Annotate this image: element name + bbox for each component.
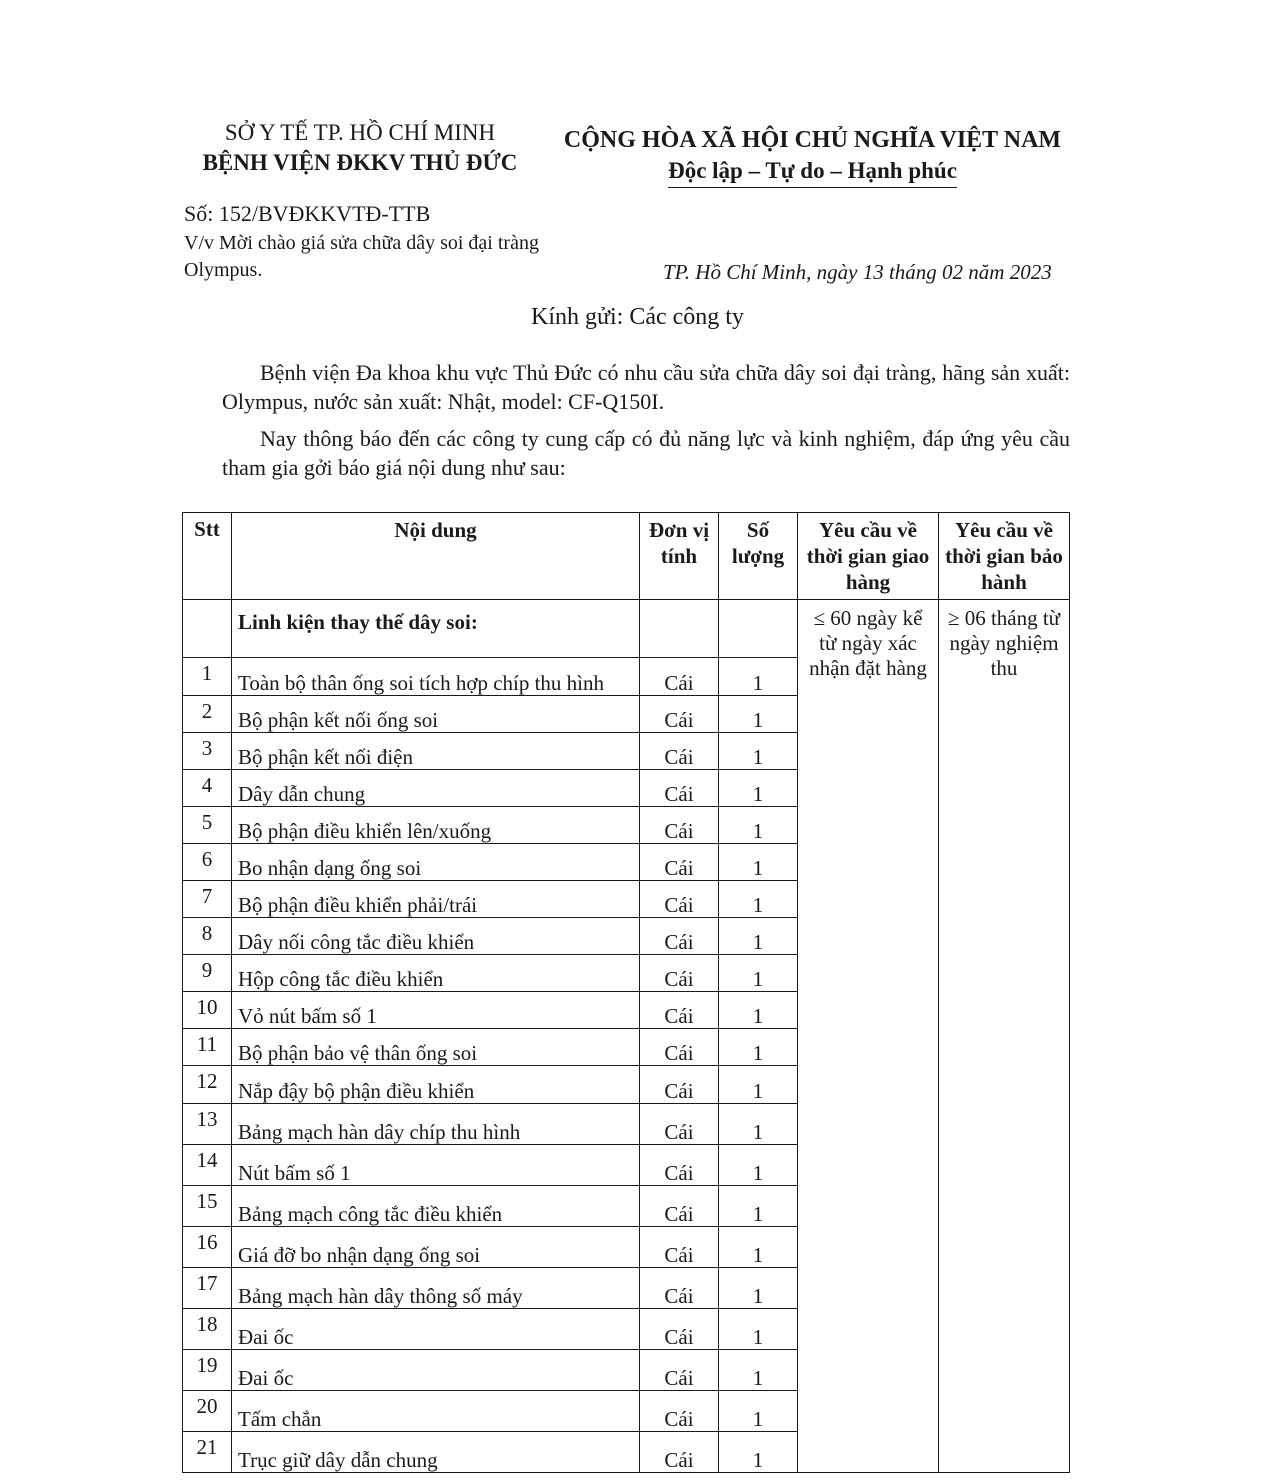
row-content: Bộ phận kết nối ống soi <box>232 696 640 733</box>
row-unit: Cái <box>640 1186 719 1227</box>
row-stt: 16 <box>183 1227 232 1268</box>
row-unit: Cái <box>640 1309 719 1350</box>
row-unit: Cái <box>640 1104 719 1145</box>
row-qty: 1 <box>719 807 798 844</box>
row-stt: 8 <box>183 918 232 955</box>
paragraph-1-text: Bệnh viện Đa khoa khu vực Thủ Đức có nhu cầu sửa chữa dây soi đại tràng, hãng sản xuất: Olympus, nước sản xuất: Nhật, model: CF-Q150I. <box>222 360 1070 414</box>
delivery-requirement <box>798 600 939 1473</box>
row-qty: 1 <box>719 696 798 733</box>
row-unit: Cái <box>640 807 719 844</box>
row-content: Bảng mạch hàn dây chíp thu hình <box>232 1104 640 1145</box>
row-unit: Cái <box>640 733 719 770</box>
row-unit: Cái <box>640 1391 719 1432</box>
national-title: CỘNG HÒA XÃ HỘI CHỦ NGHĨA VIỆT NAM <box>563 127 1062 153</box>
row-stt: 1 <box>183 658 232 696</box>
row-stt: 21 <box>183 1432 232 1473</box>
header-qty: Số lượng <box>719 513 798 600</box>
recipient-line: Kính gửi: Các công ty <box>531 304 744 330</box>
row-qty: 1 <box>719 1432 798 1473</box>
row-qty: 1 <box>719 1066 798 1104</box>
row-unit: Cái <box>640 1145 719 1186</box>
row-content: Bo nhận dạng ống soi <box>232 844 640 881</box>
row-unit: Cái <box>640 1066 719 1104</box>
national-motto: Độc lập – Tự do – Hạnh phúc <box>668 156 957 188</box>
row-content: Đai ốc <box>232 1309 640 1350</box>
row-stt: 14 <box>183 1145 232 1186</box>
header-unit: Đơn vị tính <box>640 513 719 600</box>
row-content: Giá đỡ bo nhận dạng ống soi <box>232 1227 640 1268</box>
row-unit: Cái <box>640 918 719 955</box>
row-stt: 18 <box>183 1309 232 1350</box>
row-unit: Cái <box>640 1350 719 1391</box>
row-stt: 3 <box>183 733 232 770</box>
group-row <box>183 600 1070 658</box>
row-qty: 1 <box>719 918 798 955</box>
warranty-requirement <box>939 600 1070 1473</box>
row-stt: 9 <box>183 955 232 992</box>
row-unit: Cái <box>640 955 719 992</box>
row-qty: 1 <box>719 844 798 881</box>
row-stt: 4 <box>183 770 232 807</box>
row-qty: 1 <box>719 733 798 770</box>
header-stt: Stt <box>183 513 232 600</box>
row-unit: Cái <box>640 992 719 1029</box>
row-content: Bộ phận bảo vệ thân ống soi <box>232 1029 640 1066</box>
row-unit: Cái <box>640 658 719 696</box>
row-content: Toàn bộ thân ống soi tích hợp chíp thu hình <box>232 658 640 696</box>
issuer-hospital: BỆNH VIỆN ĐKKV THỦ ĐỨC <box>202 150 518 175</box>
header-content: Nội dung <box>232 513 640 600</box>
row-unit: Cái <box>640 844 719 881</box>
row-qty: 1 <box>719 1309 798 1350</box>
group-qty <box>719 600 798 658</box>
row-unit: Cái <box>640 696 719 733</box>
group-label: Linh kiện thay thế dây soi: <box>232 600 640 658</box>
table-body <box>183 600 1070 1473</box>
row-qty: 1 <box>719 770 798 807</box>
row-qty: 1 <box>719 1391 798 1432</box>
row-stt: 7 <box>183 881 232 918</box>
row-stt: 6 <box>183 844 232 881</box>
row-content: Dây dẫn chung <box>232 770 640 807</box>
body-paragraph-2 <box>222 424 1070 482</box>
row-qty: 1 <box>719 992 798 1029</box>
row-content: Bộ phận điều khiển lên/xuống <box>232 807 640 844</box>
row-qty: 1 <box>719 658 798 696</box>
row-content: Bảng mạch công tắc điều khiển <box>232 1186 640 1227</box>
row-unit: Cái <box>640 1227 719 1268</box>
row-qty: 1 <box>719 1227 798 1268</box>
row-stt: 5 <box>183 807 232 844</box>
row-content: Bộ phận kết nối điện <box>232 733 640 770</box>
group-stt <box>183 600 232 658</box>
document-number: Số: 152/BVĐKKVTĐ-TTB <box>184 201 431 226</box>
row-qty: 1 <box>719 1186 798 1227</box>
row-qty: 1 <box>719 955 798 992</box>
header-delivery: Yêu cầu về thời gian giao hàng <box>798 513 939 600</box>
document-subject: V/v Mời chào giá sửa chữa dây soi đại tràng Olympus. <box>184 232 539 281</box>
row-qty: 1 <box>719 1029 798 1066</box>
row-qty: 1 <box>719 1145 798 1186</box>
row-stt: 13 <box>183 1104 232 1145</box>
row-stt: 15 <box>183 1186 232 1227</box>
row-content: Trục giữ dây dẫn chung <box>232 1432 640 1473</box>
row-content: Đai ốc <box>232 1350 640 1391</box>
issuer-header <box>150 118 570 178</box>
row-qty: 1 <box>719 1104 798 1145</box>
row-stt: 20 <box>183 1391 232 1432</box>
row-unit: Cái <box>640 881 719 918</box>
row-qty: 1 <box>719 1350 798 1391</box>
row-qty: 1 <box>719 881 798 918</box>
row-content: Nắp đậy bộ phận điều khiển <box>232 1066 640 1104</box>
body-paragraph-1 <box>222 358 1070 416</box>
group-unit <box>640 600 719 658</box>
row-stt: 11 <box>183 1029 232 1066</box>
row-content: Vỏ nút bấm số 1 <box>232 992 640 1029</box>
paragraph-2-text: Nay thông báo đến các công ty cung cấp có đủ năng lực và kinh nghiệm, đáp ứng yêu cầu tham gia gởi báo giá nội dung như sau: <box>222 426 1070 480</box>
table-header-row <box>183 513 1070 600</box>
row-content: Bộ phận điều khiển phải/trái <box>232 881 640 918</box>
row-stt: 2 <box>183 696 232 733</box>
row-content: Tấm chắn <box>232 1391 640 1432</box>
parts-table <box>182 512 1070 1473</box>
row-unit: Cái <box>640 1268 719 1309</box>
row-qty: 1 <box>719 1268 798 1309</box>
row-unit: Cái <box>640 1432 719 1473</box>
warranty-requirement-text: ≥ 06 tháng từ ngày nghiệm thu <box>947 606 1061 680</box>
row-content: Hộp công tắc điều khiển <box>232 955 640 992</box>
national-header <box>555 124 1070 188</box>
issuer-department: SỞ Y TẾ TP. HỒ CHÍ MINH <box>224 120 496 145</box>
row-content: Bảng mạch hàn dây thông số máy <box>232 1268 640 1309</box>
row-stt: 10 <box>183 992 232 1029</box>
row-content: Dây nối công tắc điều khiển <box>232 918 640 955</box>
row-stt: 12 <box>183 1066 232 1104</box>
row-content: Nút bấm số 1 <box>232 1145 640 1186</box>
row-unit: Cái <box>640 1029 719 1066</box>
row-unit: Cái <box>640 770 719 807</box>
delivery-requirement-text: ≤ 60 ngày kể từ ngày xác nhận đặt hàng <box>809 606 927 680</box>
header-warranty: Yêu cầu về thời gian bảo hành <box>939 513 1070 600</box>
document-date: TP. Hồ Chí Minh, ngày 13 tháng 02 năm 2023 <box>663 260 1052 284</box>
row-stt: 19 <box>183 1350 232 1391</box>
row-stt: 17 <box>183 1268 232 1309</box>
